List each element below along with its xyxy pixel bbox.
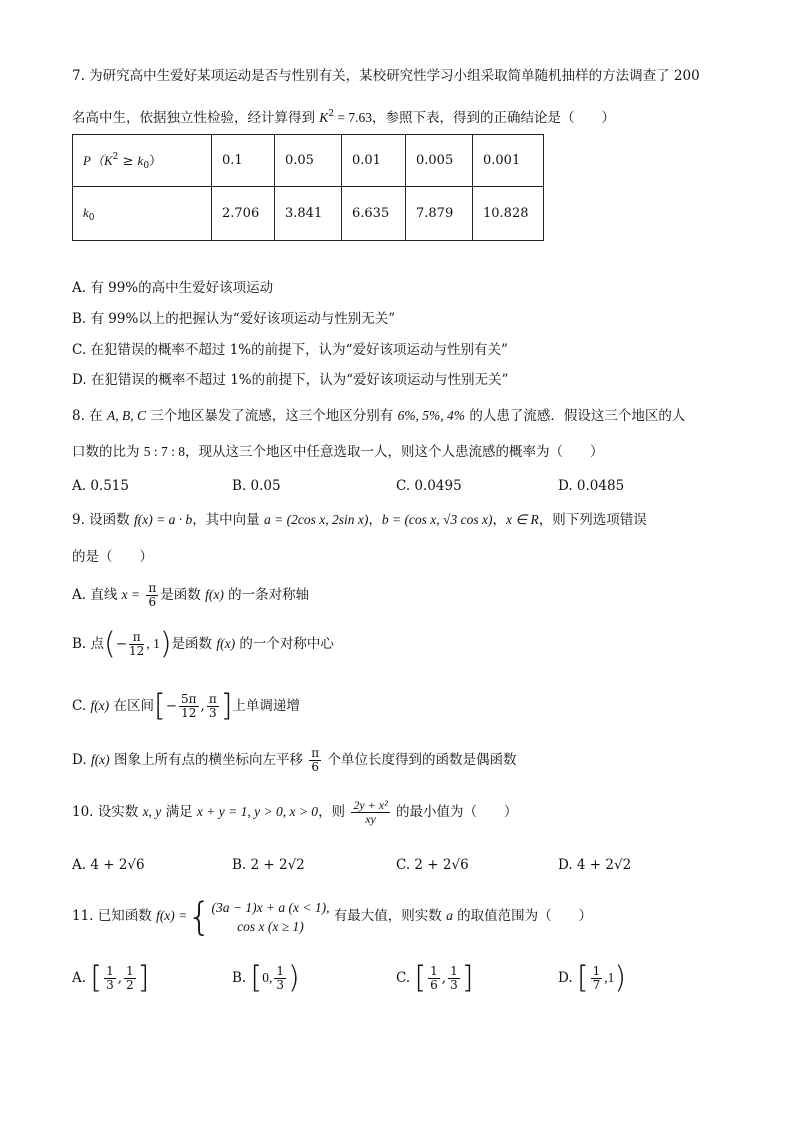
q11-option-b: B. [0, $\frac{1}{3}$ ): [232, 960, 300, 996]
fraction: $\frac{\pi}{6}$: [311, 746, 320, 774]
q11-option-d: D. [ $\frac{1}{7}$ ,1): [558, 960, 627, 996]
fraction: $\frac{\pi}{3}$: [208, 692, 217, 720]
table-cell: 0.05: [275, 135, 342, 187]
table-cell: 3.841: [275, 187, 342, 241]
table-header-critical: $k_0$: [73, 187, 212, 241]
q7-stem-line2: 名高中生，依据独立性检验，经计算得到 $K^2 = 7.63$，参照下表，得到的正确结论是（ ）: [72, 109, 616, 126]
table-cell: 0.001: [473, 135, 544, 187]
q11-option-c: C. [ $\frac{1}{6}$ , $\frac{1}{3}$ ]: [396, 960, 474, 996]
fraction: $\frac{\pi}{6}$: [148, 581, 157, 609]
q11-option-a: A. [ $\frac{1}{3}$ , $\frac{1}{2}$ ]: [72, 960, 150, 996]
q8-option-d: D. 0.0485: [558, 478, 625, 494]
q8-option-b: B. 0.05: [232, 478, 281, 494]
critical-value-table: [72, 134, 544, 241]
q9-option-b: B. 点(− $\frac{\pi}{12}$ , 1)是函数 f(x) 的一个对称中心: [72, 626, 334, 662]
q7-option-a: A. 有 99%的高中生爱好该项运动: [72, 280, 274, 296]
table-cell: 0.01: [342, 135, 406, 187]
q9-option-d: D. f(x) 图象上所有点的横坐标向左平移 $\frac{\pi}{6}$ 个单位长度得到的函数是偶函数: [72, 746, 517, 774]
q10-option-b: B. 2 + 2√2: [232, 857, 305, 873]
q7-stem-line1: 7. 为研究高中生爱好某项运动是否与性别有关，某校研究性学习小组采取简单随机抽样的方法调查了 200: [72, 68, 700, 84]
fraction: $\frac{\text{2y + x²}}{xy}$: [353, 798, 388, 826]
table-cell: 6.635: [342, 187, 406, 241]
piecewise-cases: (3a − 1)x + a (x < 1), cos x (x ≥ 1): [211, 899, 330, 934]
table-cell: 10.828: [473, 187, 544, 241]
table-cell: 0.005: [406, 135, 473, 187]
q9-option-c: C. f(x) 在区间[− $\frac{5\pi}{12}$ , $\frac{\pi}{3}$ ]上单调递增: [72, 688, 300, 724]
table-row-critical: [73, 187, 544, 241]
q8-option-a: A. 0.515: [72, 478, 129, 494]
q10-option-d: D. 4 + 2√2: [558, 857, 632, 873]
table-cell: 7.879: [406, 187, 473, 241]
q8-stem-line2: 口数的比为 5 : 7 : 8，现从这三个地区中任意选取一人，则这个人患流感的概率为（ ）: [72, 444, 604, 460]
q8-stem-line1: 8. 在 A, B, C 三个地区暴发了流感，这三个地区分别有 6%, 5%, 4% 的人患了流感．假设这三个地区的人: [72, 408, 686, 424]
q9-option-a: A. 直线 x = $\frac{\pi}{6}$ 是函数 f(x) 的一条对称轴: [72, 581, 310, 609]
q9-stem-line1: 9. 设函数 f(x) = a · b，其中向量 a = (2cos x, 2sin x)，b = (cos x, √3 cos x)，x ∈ R，则下列选项错误: [72, 512, 647, 528]
q11-stem: 11. 已知函数 f(x) ={ (3a − 1)x + a (x < 1), cos x (x ≥ 1) 有最大值，则实数 a 的取值范围为（ ）: [72, 894, 593, 939]
table-cell: 2.706: [212, 187, 275, 241]
q10-option-c: C. 2 + 2√6: [396, 857, 469, 873]
fraction: $\frac{\pi}{12}$: [129, 630, 145, 658]
table-row-probability: [73, 135, 544, 187]
q10-stem: 10. 设实数 x, y 满足 x + y = 1, y > 0, x > 0，则 $\frac{\text{2y + x²}}{xy}$ 的最小值为（ ）: [72, 798, 518, 826]
q10-option-a: A. 4 + 2√6: [72, 857, 145, 873]
q7-option-d: D. 在犯错误的概率不超过 1%的前提下，认为“爱好该项运动与性别无关”: [72, 372, 509, 388]
table-header-probability: $P(K^2 \ge k_0)$: [73, 135, 212, 187]
table-cell: 0.1: [212, 135, 275, 187]
q7-option-c: C. 在犯错误的概率不超过 1%的前提下，认为“爱好该项运动与性别有关”: [72, 342, 508, 358]
fraction: $\frac{5\pi}{12}$: [181, 692, 197, 720]
q7-option-b: B. 有 99%以上的把握认为“爱好该项运动与性别无关”: [72, 311, 396, 327]
q8-option-c: C. 0.0495: [396, 478, 462, 494]
brace-symbol: {: [187, 894, 212, 939]
q9-stem-line2: 的是（ ）: [72, 549, 153, 565]
